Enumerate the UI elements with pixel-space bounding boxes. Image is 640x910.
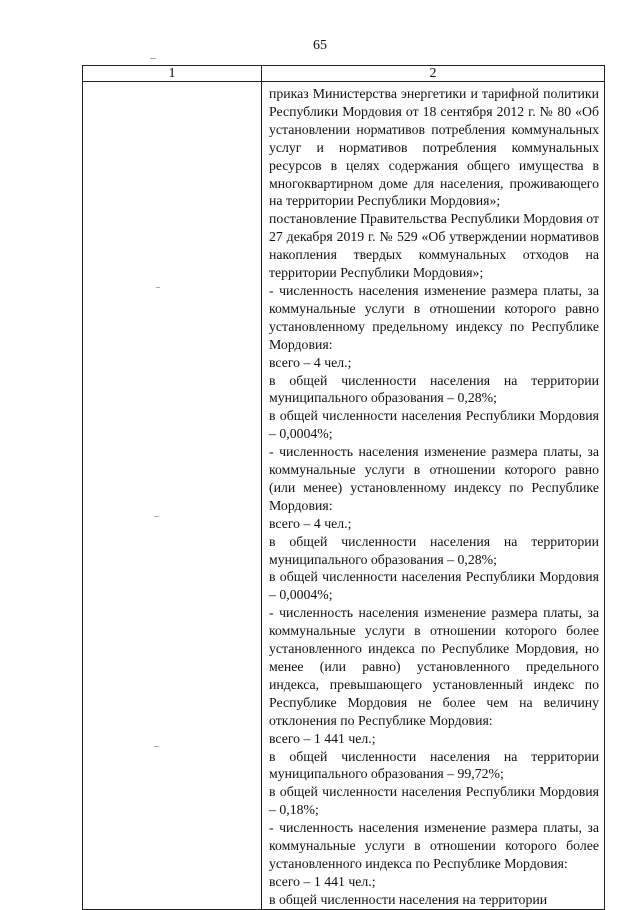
paragraph: - численность населения изменение размера платы, за коммунальные услуги в отношении которого более установленного индекса по Республике Мордовия: — [269, 820, 599, 871]
paragraph: - численность населения изменение размера платы, за коммунальные услуги в отношении которого равно (или менее) установленному индексу по Республике Мордовия: — [269, 444, 599, 513]
scan-mark — [150, 58, 156, 59]
column-2-header: 2 — [262, 66, 605, 82]
cell-content — [262, 82, 604, 909]
paragraph: постановление Правительства Республики Мордовия от 27 декабря 2019 г. № 529 «Об утверждении нормативов накопления твердых коммунальных отходов на территории Республики Мордовия»; — [269, 211, 599, 281]
document-table — [82, 65, 605, 910]
paragraph: всего – 4 чел.; — [269, 515, 352, 531]
paragraph: всего – 1 441 чел.; — [269, 730, 376, 746]
paragraph: в общей численности населения на территории муниципального образования – 99,72%; — [269, 748, 599, 782]
paragraph: всего – 4 чел.; — [269, 354, 352, 370]
paragraph: в общей численности населения Республики Мордовия – 0,0004%; — [269, 569, 599, 603]
paragraph: в общей численности населения на территории муниципального образования – 0,28%; — [269, 533, 599, 567]
paragraph: в общей численности населения Республики Мордовия – 0,18%; — [269, 784, 599, 818]
column-1-header: 1 — [83, 66, 262, 82]
paragraph: в общей численности населения Республики Мордовия – 0,0004%; — [269, 408, 599, 442]
paragraph: - численность населения изменение размера платы, за коммунальные услуги в отношении которого равно установленному предельному индексу по Республике Мордовия: — [269, 282, 599, 352]
paragraph: приказ Министерства энергетики и тарифной политики Республики Мордовия от 18 сентября 2012 г. № 80 «Об установлении нормативов потребления коммунальных услуг и нормативов потребления коммунальных ресурсов в целях содержания общего имущества в многоквартирном доме для населения, проживающего на территории Республики Мордовия»; — [269, 86, 599, 209]
paragraph: - численность населения изменение размера платы, за коммунальные услуги в отношении которого более установленного индекса по Республике Мордовия, но менее (или равно) установленного предельного индекса, превышающего установленный индекс по Республике Мордовия не более чем на величину отклонения по Республике Мордовия: — [269, 605, 599, 728]
column-1-cell — [83, 82, 262, 910]
table-header-row — [83, 66, 605, 82]
paragraph: в общей численности населения на территории муниципального образования – 0,28%; — [269, 372, 599, 406]
page-number: 65 — [313, 38, 327, 53]
paragraph: всего – 1 441 чел.; — [269, 873, 376, 889]
table-row — [83, 82, 605, 910]
column-2-cell — [262, 82, 605, 910]
paragraph: в общей численности населения на территории — [269, 891, 548, 907]
